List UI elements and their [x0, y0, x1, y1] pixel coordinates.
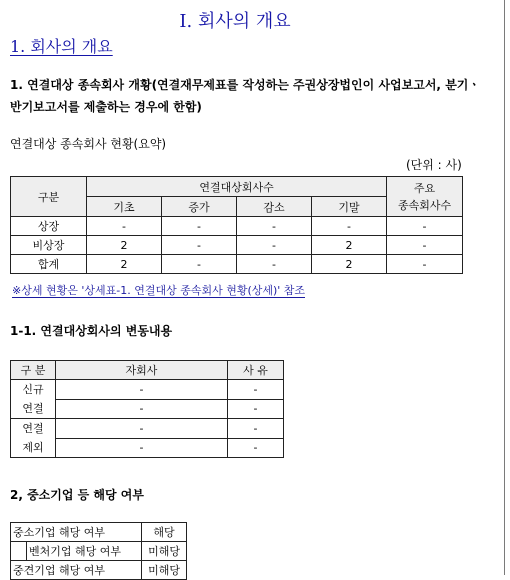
cell: -: [87, 217, 162, 236]
header-increase: 증가: [162, 197, 237, 217]
table-row: [11, 542, 187, 561]
header-decrease: 감소: [237, 197, 312, 217]
cell: 미해당: [142, 542, 187, 561]
row-label: 합계: [11, 255, 87, 274]
table-row: [11, 236, 463, 255]
detail-table-link[interactable]: [12, 282, 305, 298]
table-row: [11, 419, 284, 439]
table-row: [11, 255, 463, 274]
section-title: [10, 34, 113, 57]
cell: -: [228, 419, 284, 439]
changes-table: [10, 360, 284, 458]
cell: 2: [312, 236, 387, 255]
cell: 2: [87, 255, 162, 274]
cell: -: [237, 255, 312, 274]
cell: -: [56, 419, 228, 439]
cell: -: [162, 236, 237, 255]
header-key-subsidiaries: 주요 종속회사수: [387, 177, 463, 217]
cell: -: [387, 217, 463, 236]
header-subsidiary: 자회사: [56, 361, 228, 380]
header-reason: 사 유: [228, 361, 284, 380]
table-row: [11, 217, 463, 236]
row-label: 상장: [11, 217, 87, 236]
unit-label: (단위 : 사): [406, 158, 462, 172]
chapter-title: I. 회사의 개요: [179, 11, 291, 32]
cell: 미해당: [142, 561, 187, 580]
cell: -: [228, 399, 284, 419]
table-row: [11, 380, 284, 400]
cell: -: [237, 217, 312, 236]
cell: -: [162, 217, 237, 236]
window-border: [504, 0, 505, 575]
section-title-text: 1. 회사의 개요: [10, 37, 113, 56]
group-label-excluded: 연결 제외: [11, 419, 56, 458]
cell: 2: [87, 236, 162, 255]
group-label-new: 신규 연결: [11, 380, 56, 419]
cell: 2: [312, 255, 387, 274]
summary-table: [10, 176, 463, 274]
cell: -: [312, 217, 387, 236]
header-consolidated-count: 연결대상회사수: [87, 177, 387, 197]
row-label: 비상장: [11, 236, 87, 255]
cell: -: [56, 438, 228, 458]
cell: -: [162, 255, 237, 274]
detail-table-link-text[interactable]: ※상세 현황은 '상세표-1. 연결대상 종속회사 현황(상세)' 참조: [12, 284, 306, 297]
table-row: [11, 561, 187, 580]
cell: -: [56, 380, 228, 400]
cell: -: [237, 236, 312, 255]
sme-status-table: [10, 522, 187, 580]
cell: -: [228, 438, 284, 458]
header-beginning: 기초: [87, 197, 162, 217]
cell: -: [228, 380, 284, 400]
section1-heading: 1. 연결대상 종속회사 개황(연결재무제표를 작성하는 주권상장법인이 사업보고서, 분기ㆍ반기보고서를 제출하는 경우에 한함): [10, 78, 480, 114]
cell: 해당: [142, 523, 187, 542]
header-ending: 기말: [312, 197, 387, 217]
cell: -: [56, 399, 228, 419]
header-gubun: 구분: [11, 177, 87, 217]
section3-heading: 2, 중소기업 등 해당 여부: [10, 488, 144, 502]
row-label: 벤처기업 해당 여부: [27, 542, 142, 561]
row-label: 중견기업 해당 여부: [11, 561, 142, 580]
indent-cell: [11, 542, 27, 561]
cell: -: [387, 255, 463, 274]
row-label: 중소기업 해당 여부: [11, 523, 142, 542]
table-row: [11, 523, 187, 542]
section2-heading: 1-1. 연결대상회사의 변동내용: [10, 324, 173, 338]
summary-caption: 연결대상 종속회사 현황(요약): [10, 137, 167, 151]
cell: -: [387, 236, 463, 255]
header-category: 구 분: [11, 361, 56, 380]
